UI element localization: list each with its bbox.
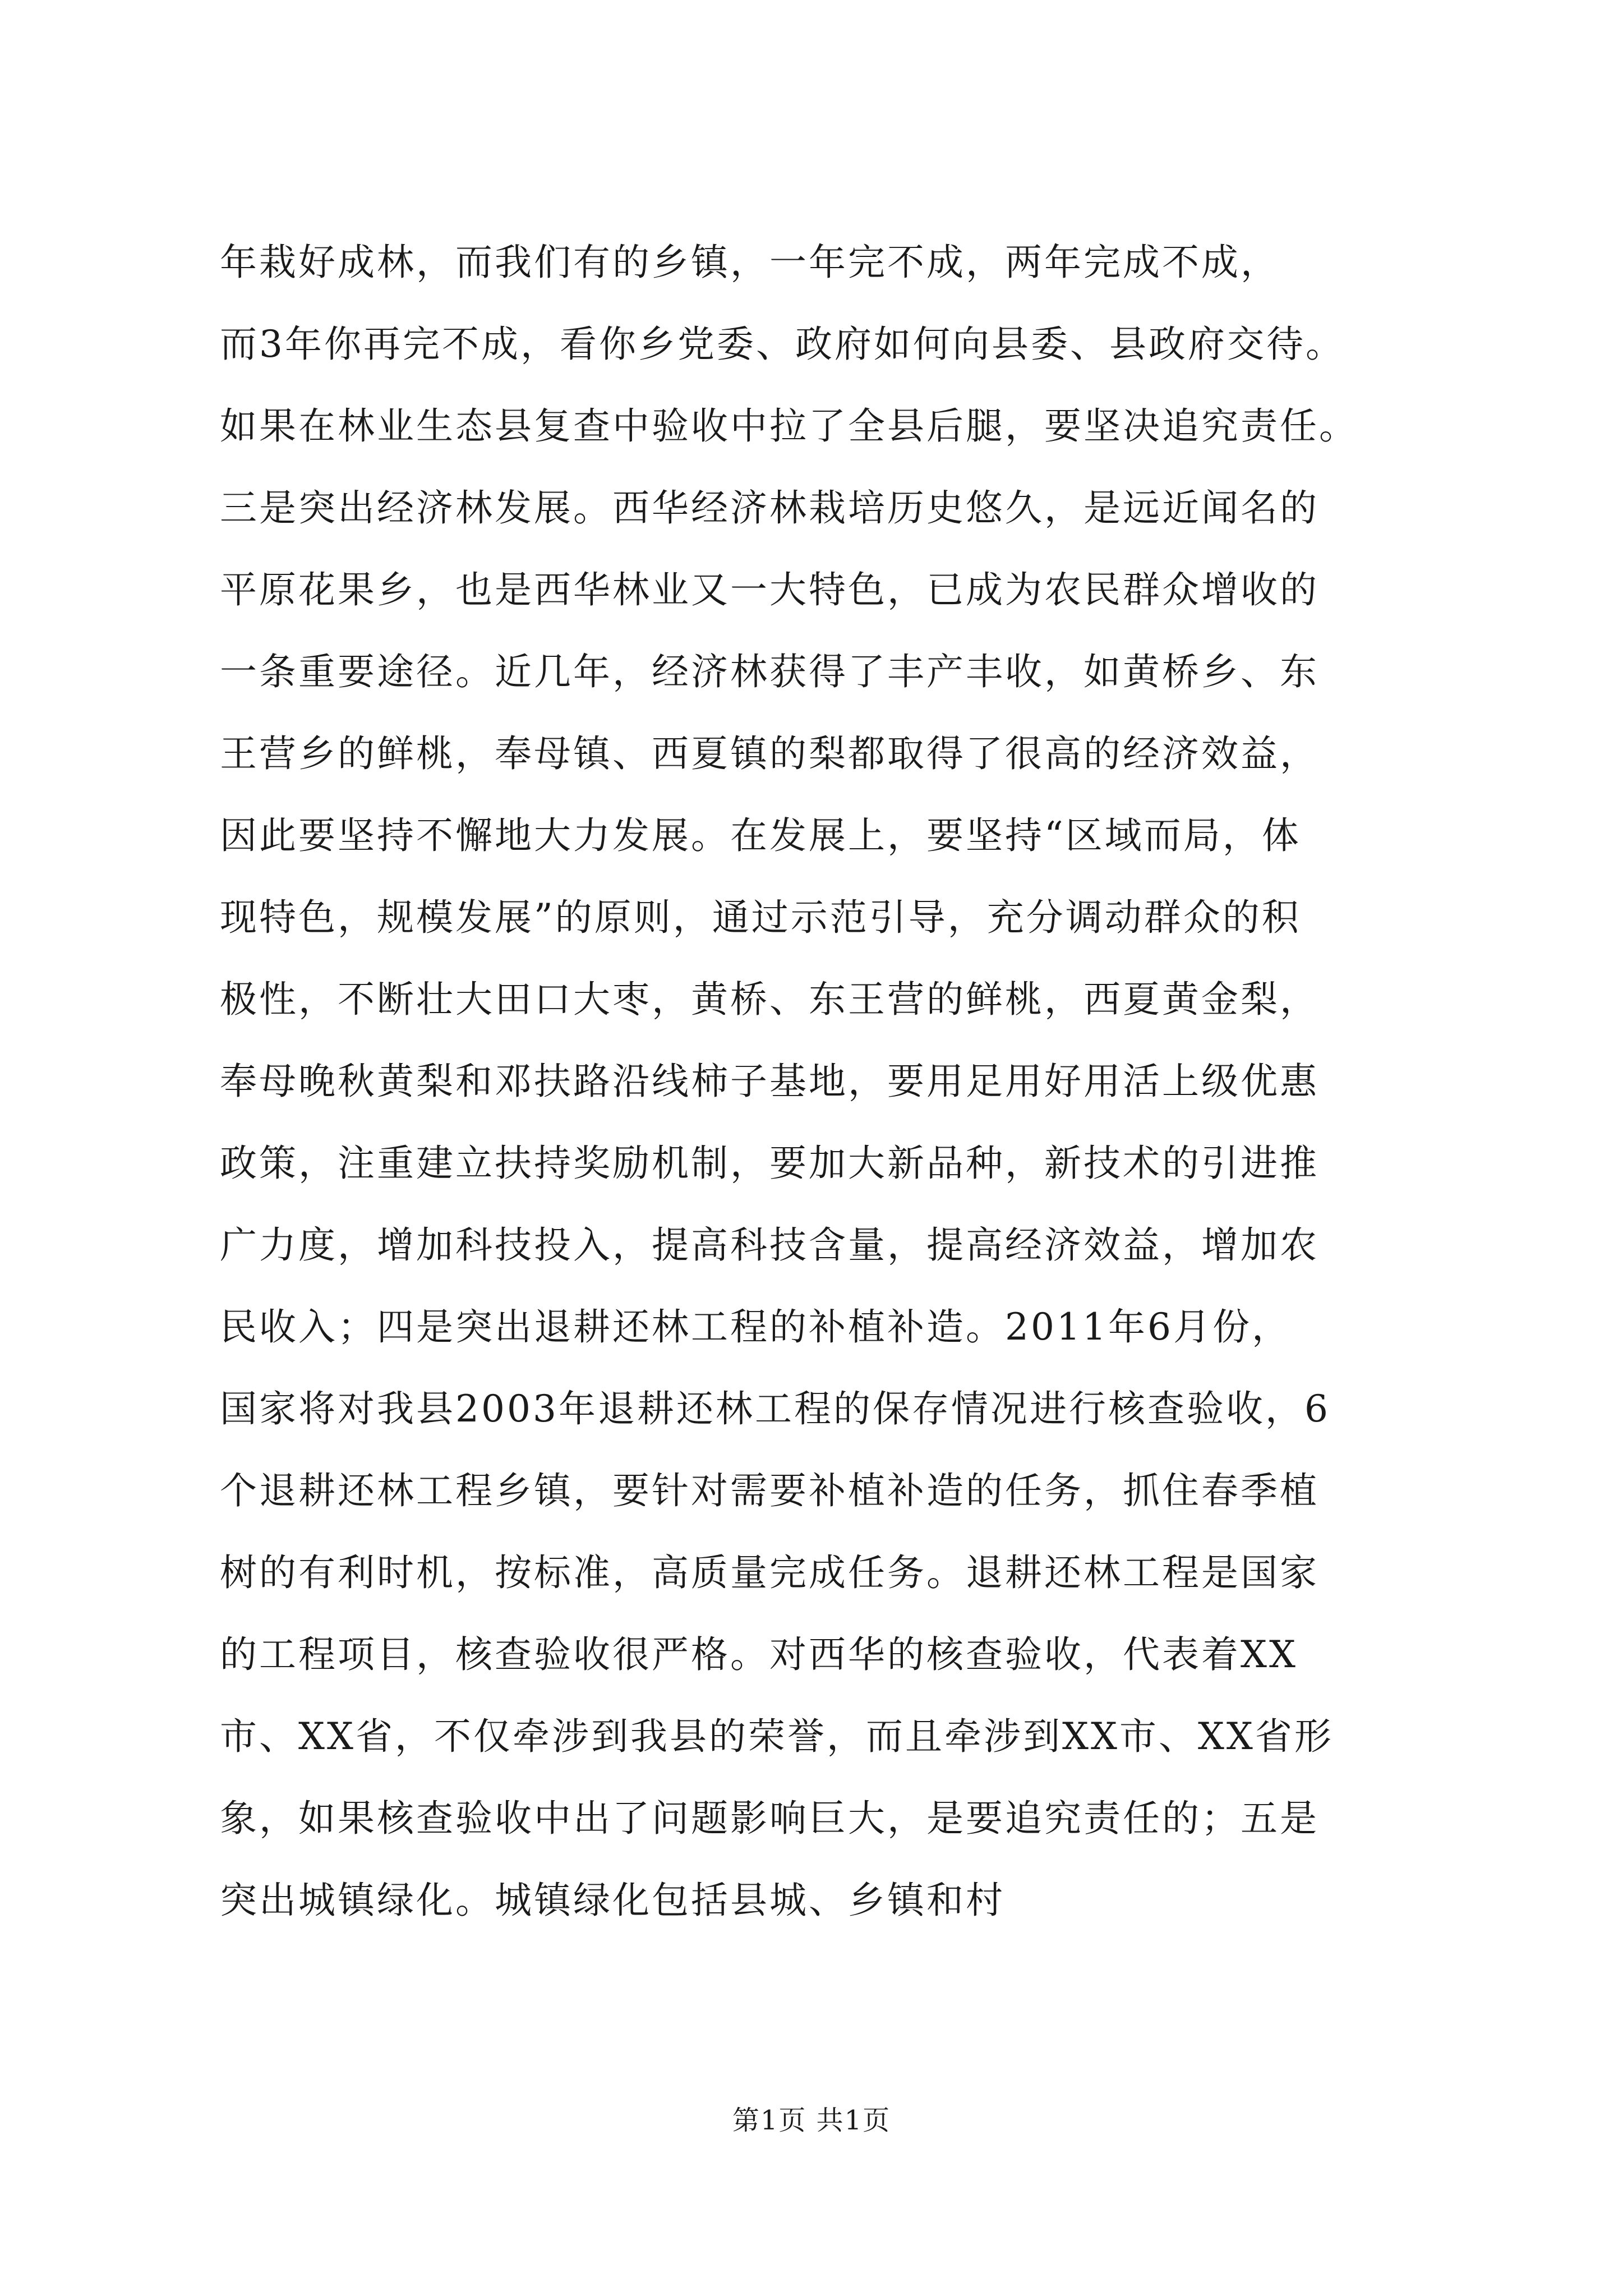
text-line: 广力度，增加科技投入，提高科技含量，提高经济效益，增加农 <box>220 1223 1319 1267</box>
text-line: 一条重要途径。近几年，经济林获得了丰产丰收，如黄桥乡、东 <box>220 650 1319 693</box>
text-line: 民收入；四是突出退耕还林工程的补植补造。2011年6月份， <box>220 1305 1291 1349</box>
text-line: 象，如果核查验收中出了问题影响巨大，是要追究责任的；五是 <box>220 1797 1319 1840</box>
text-line: 奉母晚秋黄梨和邓扶路沿线柿子基地，要用足用好用活上级优惠 <box>220 1060 1319 1103</box>
text-line: 市、XX省，不仅牵涉到我县的荣誉，而且牵涉到XX市、XX省形 <box>220 1715 1334 1758</box>
text-line: 国家将对我县2003年退耕还林工程的保存情况进行核查验收，6 <box>220 1387 1330 1430</box>
text-line: 极性，不断壮大田口大枣，黄桥、东王营的鲜桃，西夏黄金梨， <box>220 978 1319 1021</box>
text-line: 树的有利时机，按标准，高质量完成任务。退耕还林工程是国家 <box>220 1551 1319 1594</box>
text-line: 突出城镇绿化。城镇绿化包括县城、乡镇和村 <box>220 1879 1005 1922</box>
text-line: 因此要坚持不懈地大力发展。在发展上，要坚持“区域而局，体 <box>220 814 1301 857</box>
text-line: 如果在林业生态县复查中验收中拉了全县后腿，要坚决追究责任。 <box>220 404 1358 448</box>
body-text <box>220 222 1498 1941</box>
text-line: 年栽好成林，而我们有的乡镇，一年完不成，两年完成不成， <box>220 241 1280 284</box>
page-number-footer: 第1页 共1页 <box>732 2105 891 2136</box>
text-line: 王营乡的鲜桃，奉母镇、西夏镇的梨都取得了很高的经济效益， <box>220 732 1319 775</box>
text-line: 的工程项目，核查验收很严格。对西华的核查验收，代表着XX <box>220 1633 1298 1676</box>
text-line: 政策，注重建立扶持奖励机制，要加大新品种，新技术的引进推 <box>220 1142 1319 1185</box>
text-line: 现特色，规模发展”的原则，通过示范引导，充分调动群众的积 <box>220 896 1301 939</box>
text-line: 三是突出经济林发展。西华经济林栽培历史悠久，是远近闻名的 <box>220 486 1319 530</box>
text-line: 平原花果乡，也是西华林业又一大特色，已成为农民群众增收的 <box>220 568 1319 611</box>
text-line: 而3年你再完不成，看你乡党委、政府如何向县委、县政府交待。 <box>220 323 1345 366</box>
text-line: 个退耕还林工程乡镇，要针对需要补植补造的任务，抓住春季植 <box>220 1469 1319 1512</box>
